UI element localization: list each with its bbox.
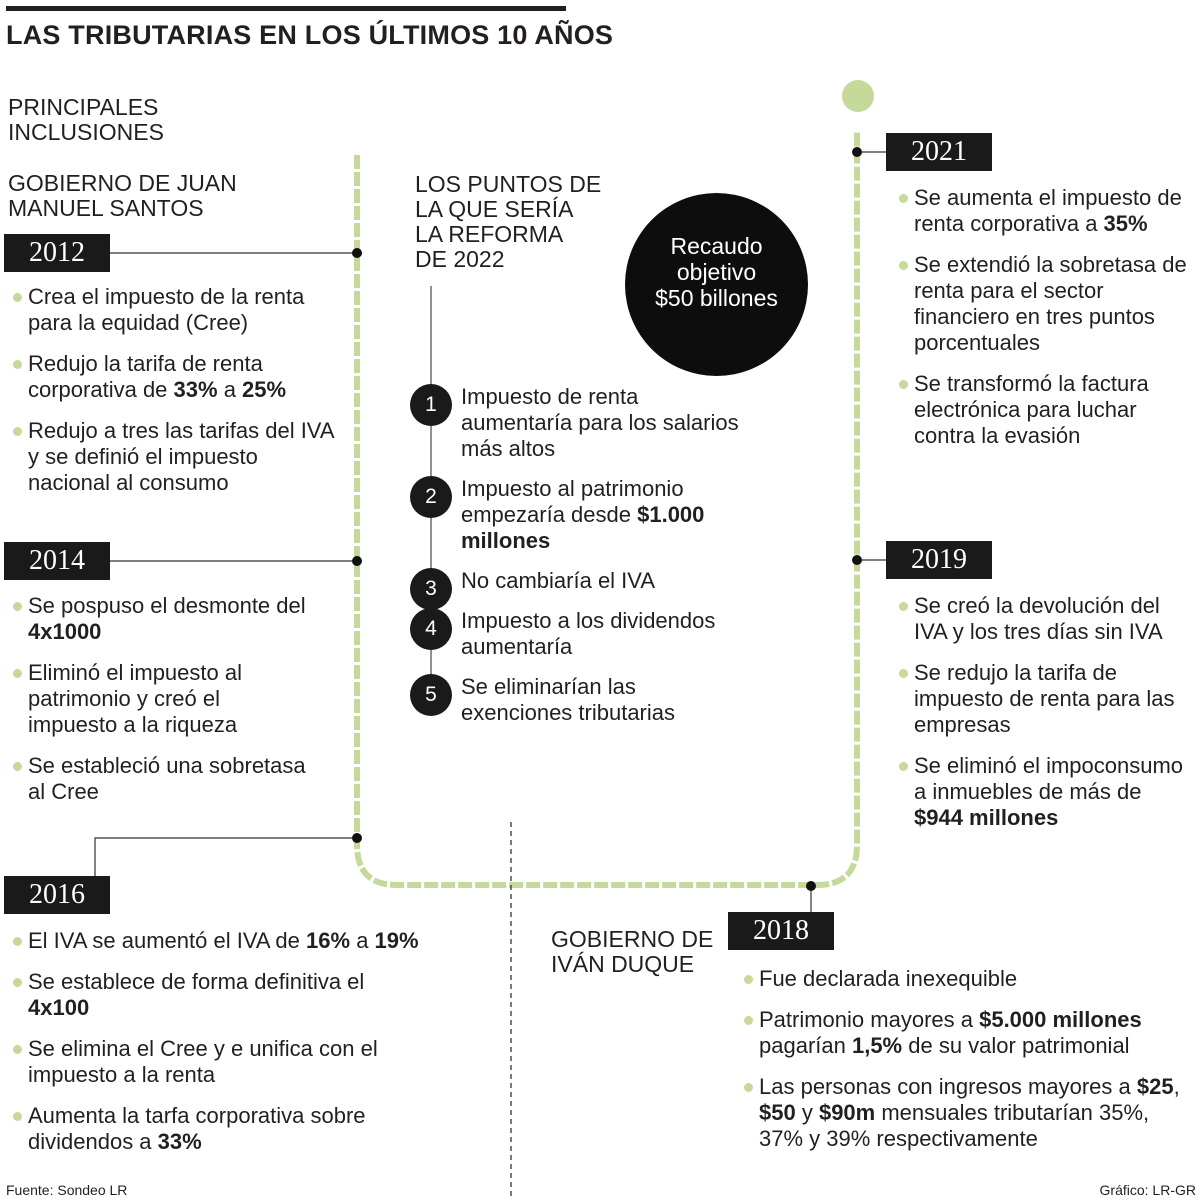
list-item bbox=[898, 252, 1188, 356]
highlight-text: 19% bbox=[374, 928, 419, 953]
timeline-end-bulb bbox=[842, 80, 874, 112]
principales-line: INCLUSIONES bbox=[8, 119, 164, 145]
highlight-text: $1.000 millones bbox=[461, 502, 705, 553]
source-note: Fuente: Sondeo LR bbox=[6, 1182, 128, 1198]
text-segment: Impuesto al patrimonio empezaría desde bbox=[461, 476, 684, 527]
reform-point bbox=[410, 674, 750, 726]
step-number-badge: 5 bbox=[410, 674, 452, 716]
list-item bbox=[12, 1036, 422, 1088]
recaudo-circle bbox=[625, 193, 808, 376]
step-number-badge: 4 bbox=[410, 608, 452, 650]
gov-duque-line: GOBIERNO DE bbox=[551, 926, 714, 952]
text-segment: Aumenta la tarfa corporativa sobre dividendos a bbox=[28, 1103, 366, 1154]
text-segment: mensuales tributarían 35%, 37% y 39% respectivamente bbox=[759, 1100, 1150, 1151]
connector-2016 bbox=[95, 838, 357, 876]
reform-heading-line: DE 2022 bbox=[415, 246, 505, 272]
gov-santos-line: GOBIERNO DE JUAN bbox=[8, 170, 237, 196]
page-title: LAS TRIBUTARIAS EN LOS ÚLTIMOS 10 AÑOS bbox=[6, 20, 614, 50]
text-segment: Se redujo la tarifa de impuesto de renta para las empresas bbox=[914, 660, 1175, 737]
list-item bbox=[898, 660, 1188, 738]
timeline-dot-2019 bbox=[852, 555, 862, 565]
timeline-dot-2018 bbox=[806, 881, 816, 891]
text-segment: y bbox=[795, 1100, 819, 1125]
highlight-text: $50 bbox=[759, 1100, 796, 1125]
text-segment: pagarían bbox=[759, 1033, 852, 1058]
year-list-2019 bbox=[898, 593, 1188, 846]
reform-point bbox=[410, 384, 750, 462]
text-segment: Se pospuso el desmonte del bbox=[28, 593, 306, 618]
text-segment: Fue declarada inexequible bbox=[759, 966, 1018, 991]
list-item bbox=[12, 660, 312, 738]
year-badge-2018: 2018 bbox=[728, 912, 834, 950]
text-segment: Se creó la devolución del IVA y los tres días sin IVA bbox=[914, 593, 1163, 644]
gov-santos-line: MANUEL SANTOS bbox=[8, 195, 204, 221]
highlight-text: 25% bbox=[242, 377, 287, 402]
text-segment: Se estableció una sobretasa al Cree bbox=[28, 753, 306, 804]
timeline-dot-2012 bbox=[352, 248, 362, 258]
title-rule bbox=[6, 6, 566, 11]
text-segment: , bbox=[1173, 1074, 1180, 1099]
list-item bbox=[12, 753, 312, 805]
step-number-badge: 1 bbox=[410, 384, 452, 426]
credit-note: Gráfico: LR-GR bbox=[1099, 1182, 1196, 1198]
year-badge-2016: 2016 bbox=[4, 876, 110, 914]
year-list-2014 bbox=[12, 593, 312, 820]
recaudo-line: Recaudo bbox=[670, 233, 763, 259]
year-list-2016 bbox=[12, 928, 422, 1170]
list-item bbox=[743, 966, 1183, 992]
gov-santos-label bbox=[8, 171, 237, 221]
list-item bbox=[12, 284, 342, 336]
reform-points-list bbox=[410, 384, 750, 740]
principales-heading bbox=[8, 95, 164, 145]
principales-line: PRINCIPALES bbox=[8, 94, 159, 120]
highlight-text: $90m bbox=[818, 1100, 876, 1125]
list-item bbox=[743, 1007, 1183, 1059]
reform-heading-line: LOS PUNTOS DE bbox=[415, 171, 602, 197]
text-segment: a bbox=[350, 928, 375, 953]
timeline-dot-2016 bbox=[352, 833, 362, 843]
text-segment: Se elimina el Cree y e unifica con el impuesto a la renta bbox=[28, 1036, 378, 1087]
highlight-text: 35% bbox=[1103, 211, 1148, 236]
reform-point bbox=[410, 476, 750, 554]
highlight-text: 33% bbox=[157, 1129, 202, 1154]
text-segment: El IVA se aumentó el IVA de bbox=[28, 928, 307, 953]
year-list-2018 bbox=[743, 966, 1183, 1167]
gov-duque-label bbox=[551, 927, 713, 977]
reform-heading bbox=[415, 172, 601, 272]
list-item bbox=[898, 185, 1188, 237]
text-segment: de su valor patrimonial bbox=[902, 1033, 1130, 1058]
text-segment: Patrimonio mayores a bbox=[759, 1007, 980, 1032]
list-item bbox=[12, 418, 342, 496]
highlight-text: 33% bbox=[173, 377, 218, 402]
text-segment: Impuesto a los dividendos aumentaría bbox=[461, 608, 716, 659]
text-segment: Redujo a tres las tarifas del IVA y se definió el impuesto nacional al consumo bbox=[28, 418, 334, 495]
list-item bbox=[12, 928, 422, 954]
timeline-dot-2021 bbox=[852, 147, 862, 157]
reform-heading-line: LA REFORMA bbox=[415, 221, 564, 247]
text-segment: Se aumenta el impuesto de renta corporativa a bbox=[914, 185, 1182, 236]
text-segment: Crea el impuesto de la renta para la equidad (Cree) bbox=[28, 284, 305, 335]
list-item bbox=[898, 593, 1188, 645]
list-item bbox=[12, 969, 422, 1021]
recaudo-line: $50 billones bbox=[655, 285, 778, 311]
highlight-text: $944 millones bbox=[914, 805, 1059, 830]
step-number-badge: 2 bbox=[410, 476, 452, 518]
list-item bbox=[898, 371, 1188, 449]
gov-duque-line: IVÁN DUQUE bbox=[551, 951, 695, 977]
reform-heading-line: LA QUE SERÍA bbox=[415, 196, 574, 222]
year-badge-2021: 2021 bbox=[886, 133, 992, 171]
list-item bbox=[743, 1074, 1183, 1152]
year-badge-2012: 2012 bbox=[4, 234, 110, 272]
text-segment: Impuesto de renta aumentaría para los salarios más altos bbox=[461, 384, 739, 461]
text-segment: Eliminó el impuesto al patrimonio y creó el impuesto a la riqueza bbox=[28, 660, 242, 737]
highlight-text: $25 bbox=[1136, 1074, 1174, 1099]
highlight-text: 4x100 bbox=[28, 995, 90, 1020]
highlight-text: $5.000 millones bbox=[979, 1007, 1142, 1032]
text-segment: No cambiaría el IVA bbox=[461, 568, 656, 593]
list-item bbox=[898, 753, 1188, 831]
reform-point bbox=[410, 568, 750, 600]
text-segment: Se transformó la factura electrónica para luchar contra la evasión bbox=[914, 371, 1149, 448]
year-badge-2019: 2019 bbox=[886, 541, 992, 579]
highlight-text: 4x1000 bbox=[28, 619, 102, 644]
list-item bbox=[12, 593, 312, 645]
text-segment: Las personas con ingresos mayores a bbox=[759, 1074, 1137, 1099]
year-list-2012 bbox=[12, 284, 342, 511]
timeline-dot-2014 bbox=[352, 556, 362, 566]
text-segment: Se eliminó el impoconsumo a inmuebles de más de bbox=[914, 753, 1184, 804]
text-segment: a bbox=[217, 377, 243, 402]
step-number-badge: 3 bbox=[410, 568, 452, 610]
year-badge-2014: 2014 bbox=[4, 542, 110, 580]
text-segment: Se extendió la sobretasa de renta para el sector financiero en tres puntos porcentuales bbox=[914, 252, 1187, 355]
list-item bbox=[12, 351, 342, 403]
text-segment: Se establece de forma definitiva el bbox=[28, 969, 365, 994]
text-segment: Redujo la tarifa de renta corporativa de bbox=[28, 351, 263, 402]
year-list-2021 bbox=[898, 185, 1188, 464]
highlight-text: 1,5% bbox=[851, 1033, 903, 1058]
list-item bbox=[12, 1103, 422, 1155]
text-segment: Se eliminarían las exenciones tributarias bbox=[461, 674, 676, 725]
recaudo-line: objetivo bbox=[676, 259, 757, 285]
reform-point bbox=[410, 608, 750, 660]
highlight-text: 16% bbox=[306, 928, 351, 953]
